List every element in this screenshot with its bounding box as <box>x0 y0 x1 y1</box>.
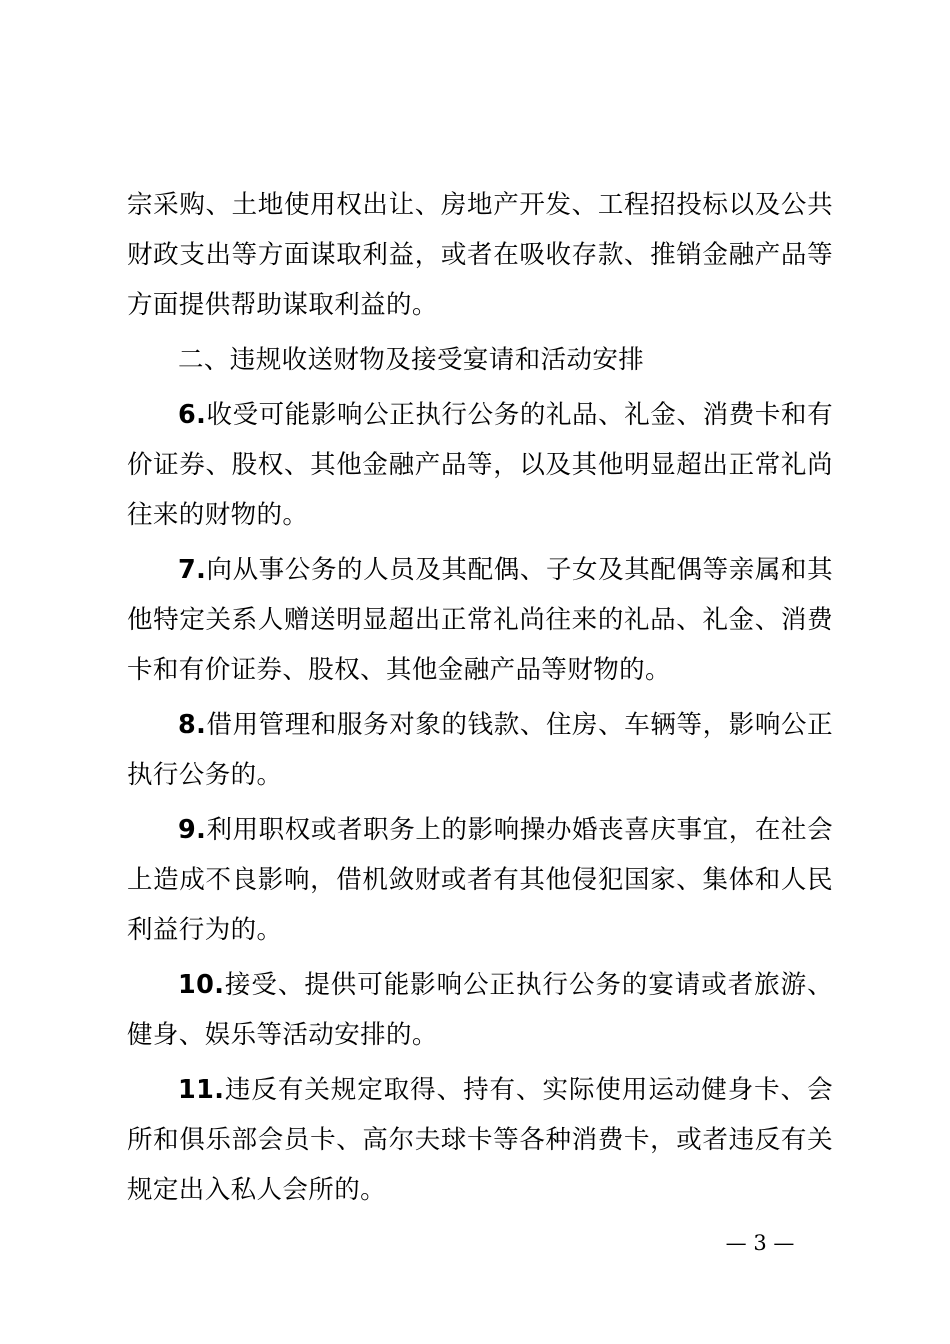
list-item <box>127 805 833 955</box>
section-heading: 二、违规收送财物及接受宴请和活动安排 <box>178 345 645 375</box>
list-item <box>127 960 833 1060</box>
item-number: 6. <box>178 400 207 430</box>
item-text: 借用管理和服务对象的钱款、住房、车辆等，影响公正执行公务的。 <box>127 710 833 790</box>
item-text: 违反有关规定取得、持有、实际使用运动健身卡、会所和俱乐部会员卡、高尔夫球卡等各种消费卡，或者违反有关规定出入私人会所的。 <box>127 1075 833 1205</box>
item-number: 10. <box>178 970 225 1000</box>
item-text: 向从事公务的人员及其配偶、子女及其配偶等亲属和其他特定关系人赠送明显超出正常礼尚往来的礼品、礼金、消费卡和有价证券、股权、其他金融产品等财物的。 <box>127 555 833 685</box>
list-item <box>127 700 833 800</box>
item-number: 8. <box>178 710 207 740</box>
item-text: 利用职权或者职务上的影响操办婚丧喜庆事宜，在社会上造成不良影响，借机敛财或者有其他侵犯国家、集体和人民利益行为的。 <box>127 815 833 945</box>
item-text: 接受、提供可能影响公正执行公务的宴请或者旅游、健身、娱乐等活动安排的。 <box>127 970 833 1050</box>
list-item <box>127 1065 833 1215</box>
item-text: 收受可能影响公正执行公务的礼品、礼金、消费卡和有价证券、股权、其他金融产品等，以及其他明显超出正常礼尚往来的财物的。 <box>127 400 833 530</box>
document-body <box>127 180 833 1220</box>
list-item <box>127 545 833 695</box>
continuation-paragraph: 宗采购、土地使用权出让、房地产开发、工程招投标以及公共财政支出等方面谋取利益，或者在吸收存款、推销金融产品等方面提供帮助谋取利益的。 <box>127 190 833 320</box>
item-number: 9. <box>178 815 207 845</box>
list-item <box>127 390 833 540</box>
item-number: 11. <box>178 1075 225 1105</box>
page-number: — 3 — <box>725 1231 795 1255</box>
item-number: 7. <box>178 555 207 585</box>
